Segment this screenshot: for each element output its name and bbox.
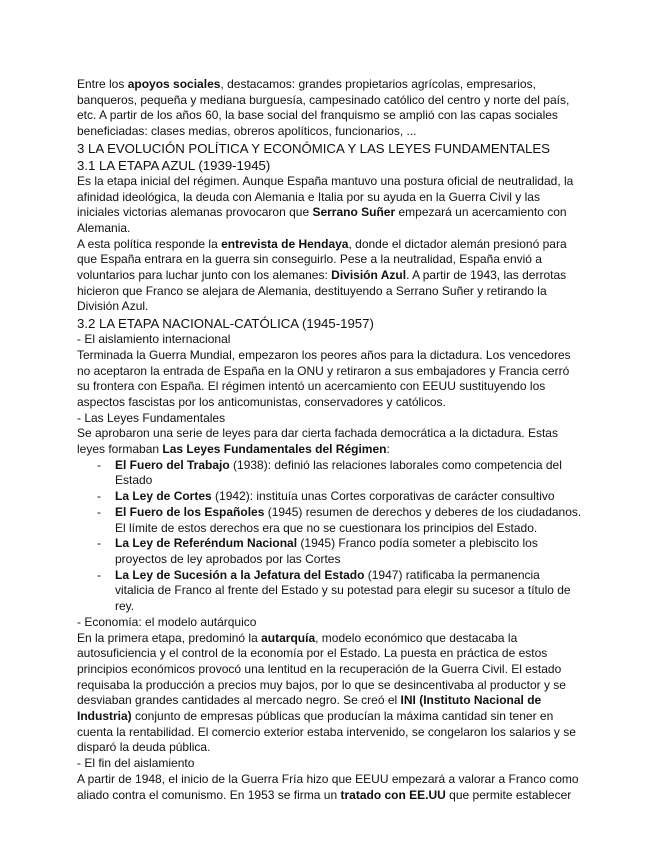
text: Entre los xyxy=(77,77,128,91)
list-item xyxy=(115,458,582,489)
text: (1945) Franco podía someter a plebiscito los proyectos de ley aprobados por las Cortes xyxy=(115,536,538,566)
bold-term: apoyos sociales xyxy=(127,77,221,91)
text: A esta política responde la xyxy=(77,236,222,251)
section-heading-3: 3 LA EVOLUCIÓN POLÍTICA Y ECONÓMICA Y LAS LEYES FUNDAMENTALES xyxy=(77,140,550,156)
bold-term: INI (Instituto Nacional de Industria) xyxy=(77,693,542,724)
list-item xyxy=(115,568,582,615)
list-item xyxy=(115,489,582,505)
paragraph-apoyos-sociales xyxy=(77,77,582,140)
text: (1947) ratificaba la permanencia vitalicia de Franco al frente del Estado y su potestad para elegir su sucesor a título de rey. xyxy=(115,567,571,614)
laws-list xyxy=(77,458,582,615)
paragraph-fin-aislamiento xyxy=(77,772,582,803)
section-heading-3-1: 3.1 LA ETAPA AZUL (1939-1945) xyxy=(77,157,271,173)
text: . A partir de 1943, las derrotas hicieron que Franco se alejara de Alemania, destituyendo a Serrano Suñer y retirando la División Azul. xyxy=(77,268,567,314)
text: En la primera etapa, predominó la xyxy=(77,630,262,645)
text: empezará un acercamiento con Alemania. xyxy=(77,205,567,235)
bold-term: La Ley de Cortes xyxy=(115,489,212,504)
list-item xyxy=(115,536,582,567)
paragraph-hendaya xyxy=(77,237,582,316)
text: : xyxy=(386,442,390,457)
bold-term: La Ley de Sucesión a la Jefatura del Estado xyxy=(115,567,365,582)
bold-term: El Fuero de los Españoles xyxy=(115,504,265,519)
paragraph-aislamiento: Terminada la Guerra Mundial, empezaron los peores años para la dictadura. Los vencedores no aceptaron la entrada de España en la ONU y retiraron a sus embajadores y Francia cerró su frontera con España. El régimen intentó un acercamiento con EEUU sustituyendo los aspectos fascistas por los anticomunistas, conservadores y católicos. xyxy=(77,347,571,409)
text: Se aprobaron una serie de leyes para dar cierta fachada democrática a la dictadura. Estas leyes formaban xyxy=(77,426,558,457)
text: (1945) resumen de derechos y deberes de los ciudadanos. El límite de estos derechos era que no se cuestionara los principios del Estado. xyxy=(115,504,582,535)
subheading-aislamiento: - El aislamiento internacional xyxy=(77,332,231,347)
subheading-fin-aislamiento: - El fin del aislamiento xyxy=(77,756,195,771)
bold-term: Las Leyes Fundamentales del Régimen xyxy=(162,442,387,457)
bold-term: tratado con EE.UU xyxy=(340,787,446,802)
paragraph-autarquia xyxy=(77,631,582,757)
text: Es la etapa inicial del régimen. Aunque España mantuvo una postura oficial de neutralidad, la afinidad ideológica, la deuda con Alemania e Italia por su ayuda en la Guerra Civil y las iniciales victorias alemanas provocaron que xyxy=(77,173,574,220)
text: , modelo económico que destacaba la autosuficiencia y el control de la economía por el Estado. La puesta en práctica de estos principios económicos provocó una lentitud en la recuperación de la Guerra Civil. El estado requisaba la producción a precios muy bajos, por lo que se desincentivaba al productor y se desviaban grandes cantidades al mercado negro. Se creó el xyxy=(77,630,566,708)
bold-term: La Ley de Referéndum Nacional xyxy=(115,536,298,551)
bold-term: autarquía xyxy=(261,630,316,645)
paragraph-etapa-inicial xyxy=(77,174,582,237)
bold-term: División Azul xyxy=(331,268,407,283)
bold-term: Serrano Suñer xyxy=(312,205,396,220)
text: (1942): instituía unas Cortes corporativas de carácter consultivo xyxy=(211,489,555,504)
text: (1938): definió las relaciones laborales como competencia del Estado xyxy=(115,457,562,488)
subheading-economia: - Economía: el modelo autárquico xyxy=(77,614,257,629)
list-item xyxy=(115,505,582,536)
section-heading-3-2: 3.2 LA ETAPA NACIONAL-CATÓLICA (1945-1957) xyxy=(77,316,374,332)
text: que permite establecer xyxy=(445,787,572,802)
text: , destacamos: grandes propietarios agrícolas, empresarios, banqueros, pequeña y mediana burguesía, campesinado católico del centro y norte del país, etc. A partir de los años 60, la base social del franquismo se amplió con las capas sociales beneficiadas: clases medias, obreros apolíticos, funcionarios, ... xyxy=(77,77,570,139)
text: A partir de 1948, el inicio de la Guerra Fría hizo que EEUU empezará a valorar a Franco como aliado contra el comunismo. En 1953 se firma un xyxy=(77,771,579,802)
document-body xyxy=(77,77,582,803)
text: , donde el dictador alemán presionó para que España entrara en la guerra sin conseguirlo. Pese a la neutralidad, España envió a voluntarios para luchar junto con los alemanes: xyxy=(77,236,567,283)
subheading-leyes: - Las Leyes Fundamentales xyxy=(77,410,226,425)
bold-term: entrevista de Hendaya xyxy=(221,236,349,251)
text: conjunto de empresas públicas que producían la máxima cantidad sin tener en cuenta la rentabilidad. El comercio exterior estaba intervenido, se congelaron los salarios y se disparó la deuda pública. xyxy=(77,709,576,755)
bold-term: El Fuero del Trabajo xyxy=(115,457,230,472)
paragraph-leyes-intro xyxy=(77,426,582,457)
